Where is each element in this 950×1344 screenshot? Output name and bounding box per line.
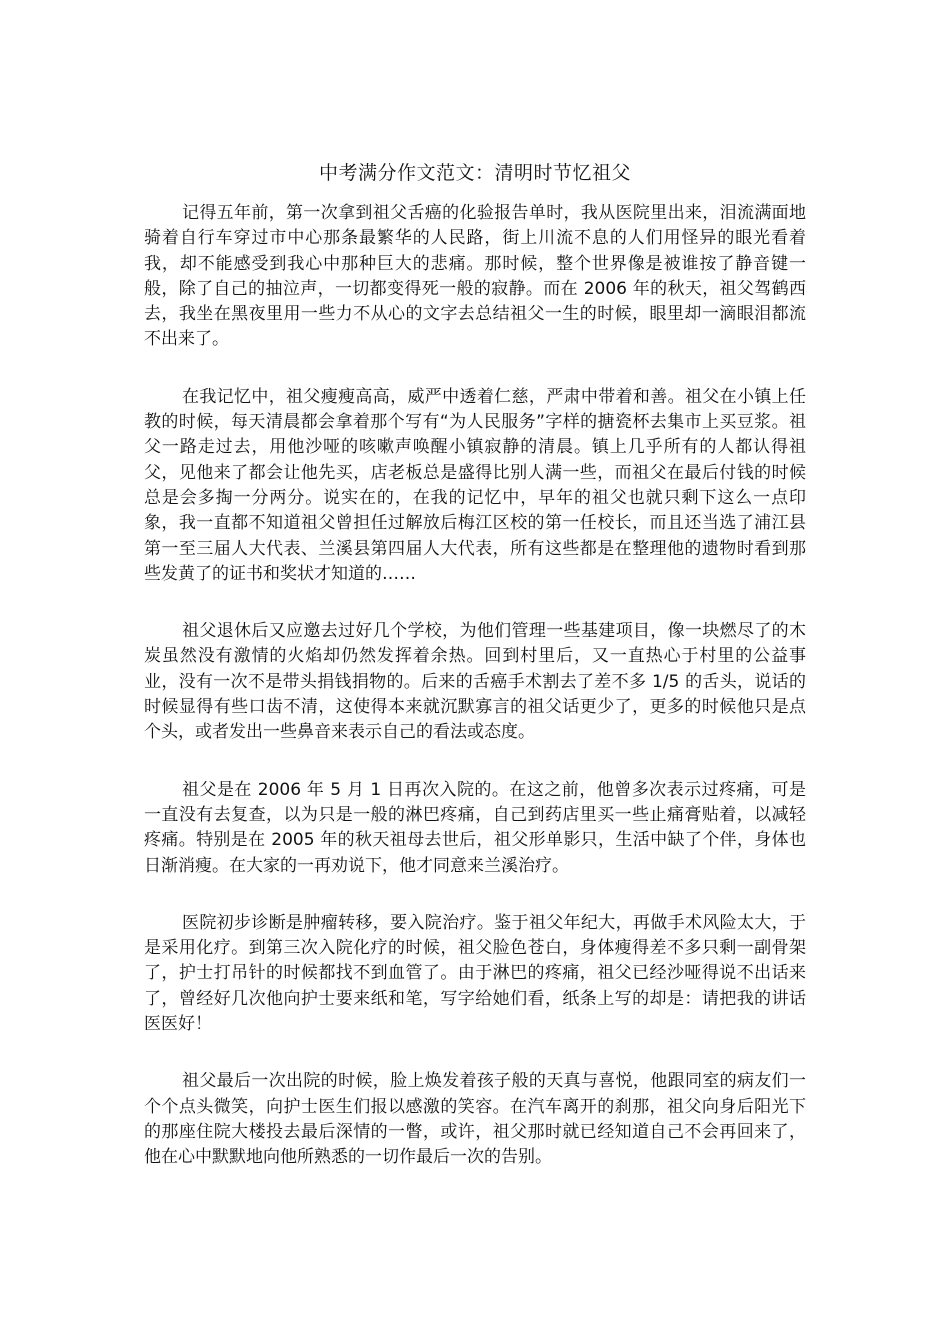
paragraph-1: 记得五年前，第一次拿到祖父舌癌的化验报告单时，我从医院里出来，泪流满面地骑着自行车穿过市中心那条最繁华的人民路，街上川流不息的人们用怪异的眼光看着我，却不能感受到我心中那种巨大的悲痛。那时候，整个世界像是被谁按了静音键一般，除了自己的抽泣声，一切都变得死一般的寂静。而在 2006 年的秋天，祖父驾鹤西去，我坐在黑夜里用一些力不从心的文字去总结祖父一生的时候，眼里却一滴眼泪都流不出来了。 [144,203,806,350]
paragraph-3: 祖父退休后又应邀去过好几个学校，为他们管理一些基建项目，像一块燃尽了的木炭虽然没有激情的火焰却仍然发挥着余热。回到村里后，又一直热心于村里的公益事业，没有一次不是带头捐钱捐物的。后来的舌癌手术割去了差不多 1/5 的舌头，说话的时候显得有些口齿不清，这使得本来就沉默寡言的祖父话更少了，更多的时候他只是点个头，或者发出一些鼻音来表示自己的看法或态度。 [144,621,806,743]
paragraph-6: 祖父最后一次出院的时候，脸上焕发着孩子般的天真与喜悦，他跟同室的病友们一个个点头微笑，向护士医生们报以感激的笑容。在汽车离开的刹那，祖父向身后阳光下的那座住院大楼投去最后深情的一瞥，或许，祖父那时就已经知道自己不会再回来了，他在心中默默地向他所熟悉的一切作最后一次的告别。 [144,1071,806,1168]
document-title: 中考满分作文范文：清明时节忆祖父 [318,162,631,184]
paragraph-4: 祖父是在 2006 年 5 月 1 日再次入院的。在这之前，他曾多次表示过疼痛，可是一直没有去复查，以为只是一般的淋巴疼痛，自己到药店里买一些止痛膏贴着，以减轻疼痛。特别是在 2005 年的秋天祖母去世后，祖父形单影只，生活中缺了个伴，身体也日渐消瘦。在大家的一再劝说下，他才同意来兰溪治疗。 [144,779,806,876]
paragraph-2: 在我记忆中，祖父瘦瘦高高，威严中透着仁慈，严肃中带着和善。祖父在小镇上任教的时候，每天清晨都会拿着那个写有“为人民服务”字样的搪瓷杯去集市上买豆浆。祖父一路走过去，用他沙哑的咳嗽声唤醒小镇寂静的清晨。镇上几乎所有的人都认得祖父，见他来了都会让他先买，店老板总是盛得比别人满一些，而祖父在最后付钱的时候总是会多掏一分两分。说实在的，在我的记忆中，早年的祖父也就只剩下这么一点印象，我一直都不知道祖父曾担任过解放后梅江区校的第一任校长，而且还当选了浦江县第一至三届人大代表、兰溪县第四届人大代表，所有这些都是在整理他的遗物时看到那些发黄了的证书和奖状才知道的…… [144,386,806,584]
document-body [144,201,806,1203]
paragraph-5: 医院初步诊断是肿瘤转移，要入院治疗。鉴于祖父年纪大，再做手术风险太大，于是采用化疗。到第三次入院化疗的时候，祖父脸色苍白，身体瘦得差不多只剩一副骨架了，护士打吊针的时候都找不到血管了。由于淋巴的疼痛，祖父已经沙哑得说不出话来了，曾经好几次他向护士要来纸和笔，写字给她们看，纸条上写的却是：请把我的讲话医医好！ [144,912,806,1035]
